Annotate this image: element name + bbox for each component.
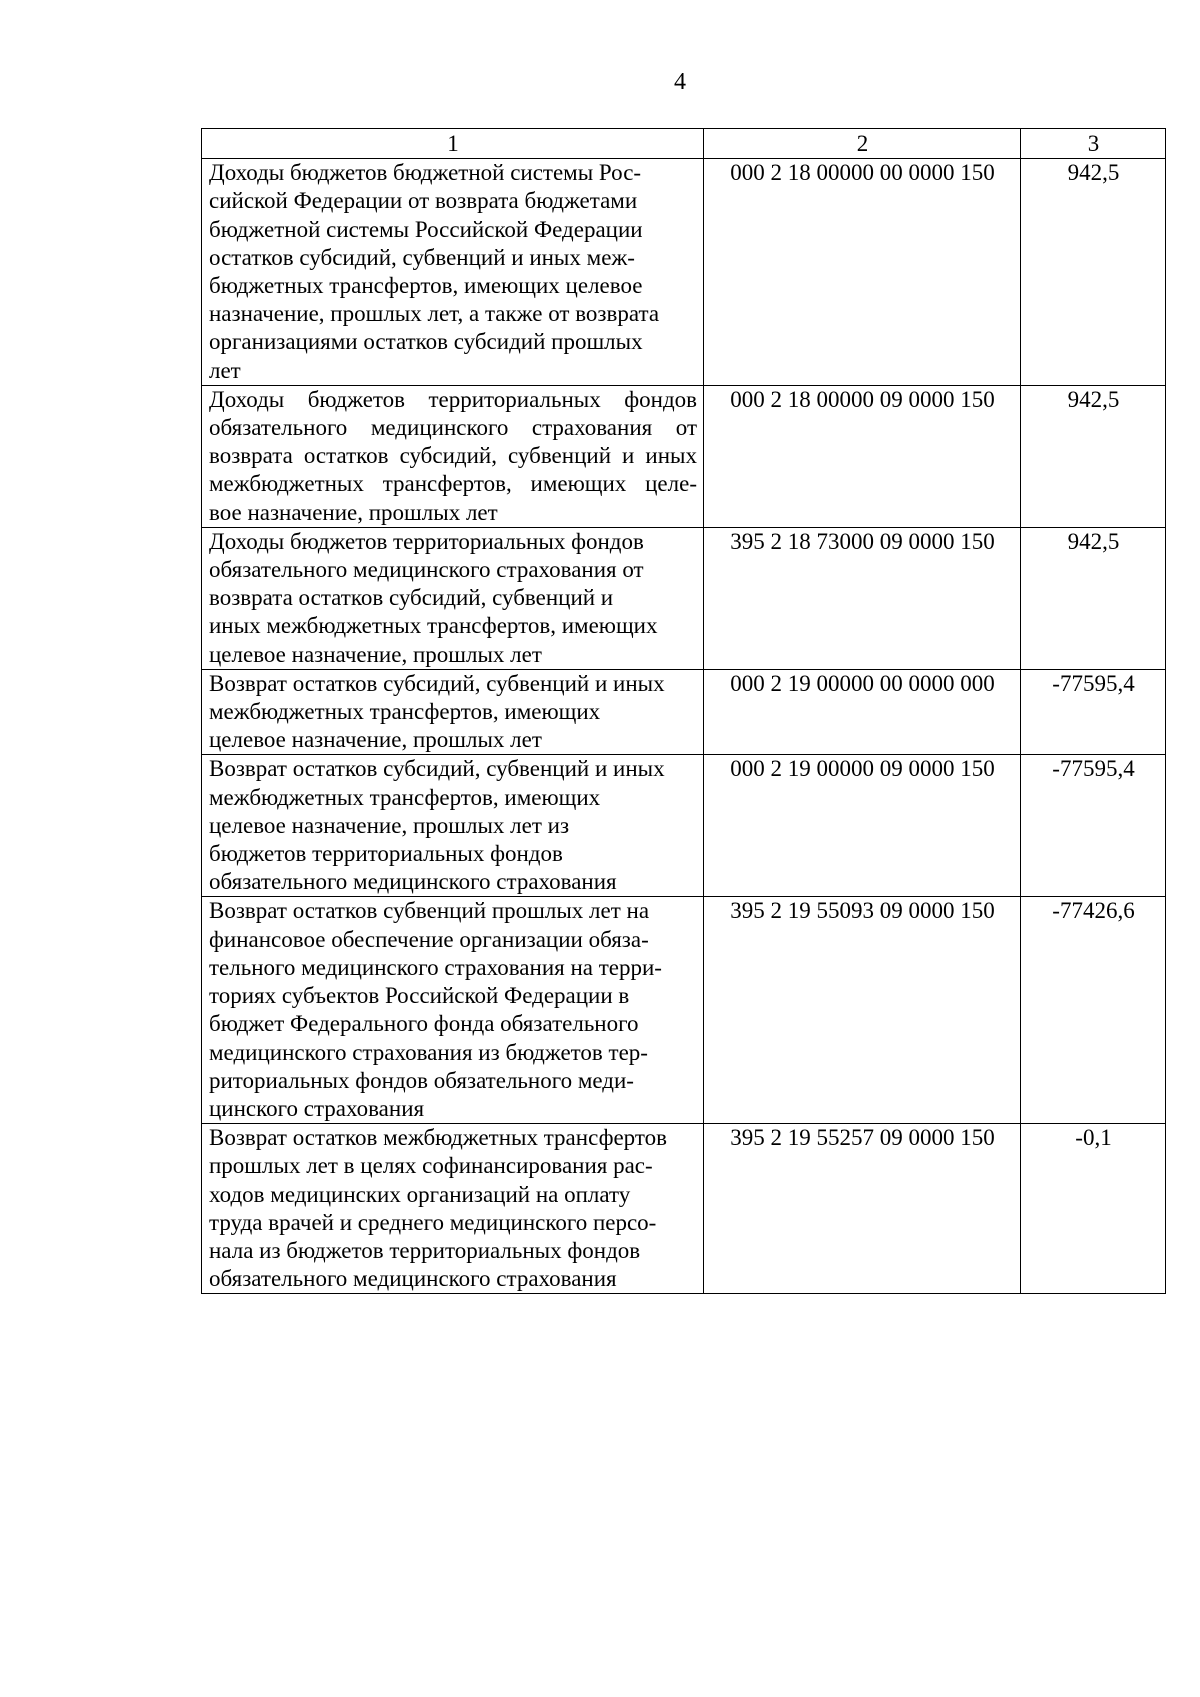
table-row bbox=[202, 1124, 1166, 1294]
row-budget-code: 395 2 18 73000 09 0000 150 bbox=[704, 527, 1021, 669]
description-line: бюджетных трансфертов, имеющих целевое bbox=[209, 273, 643, 299]
description-line: ходов медицинских организаций на оплату bbox=[209, 1181, 631, 1207]
description-line: обязательного медицинского страхования bbox=[209, 869, 617, 895]
description-line: целевое назначение, прошлых лет из bbox=[209, 812, 570, 838]
table-row bbox=[202, 385, 1166, 527]
description-line: Возврат остатков межбюджетных трансфертов bbox=[209, 1125, 667, 1151]
description-line: вое назначение, прошлых лет bbox=[209, 499, 498, 525]
description-line: Возврат остатков субсидий, субвенций и иных bbox=[209, 756, 665, 782]
description-line: ториях субъектов Российской Федерации в bbox=[209, 983, 630, 1009]
description-line: иных межбюджетных трансфертов, имеющих bbox=[209, 613, 658, 639]
row-description bbox=[202, 755, 704, 897]
row-description bbox=[202, 159, 704, 386]
table-row bbox=[202, 159, 1166, 386]
page-number: 4 bbox=[674, 69, 686, 95]
description-line: Доходы бюджетов территориальных фондов bbox=[209, 386, 697, 412]
column-header-2: 2 bbox=[704, 129, 1021, 159]
table-row bbox=[202, 755, 1166, 897]
description-line: нала из бюджетов территориальных фондов bbox=[209, 1237, 641, 1263]
description-line: труда врачей и среднего медицинского персо- bbox=[209, 1209, 657, 1235]
description-line: Доходы бюджетов бюджетной системы Рос- bbox=[209, 160, 642, 186]
description-line: межбюджетных трансфертов, имеющих целе- bbox=[209, 471, 697, 497]
row-budget-code: 395 2 19 55257 09 0000 150 bbox=[704, 1124, 1021, 1294]
table-row bbox=[202, 897, 1166, 1124]
row-description bbox=[202, 669, 704, 755]
row-amount: -77595,4 bbox=[1021, 755, 1166, 897]
description-line: медицинского страхования из бюджетов тер- bbox=[209, 1039, 648, 1065]
row-amount: 942,5 bbox=[1021, 527, 1166, 669]
row-budget-code: 000 2 18 00000 00 0000 150 bbox=[704, 159, 1021, 386]
description-line: обязательного медицинского страхования от bbox=[209, 415, 697, 441]
table-row bbox=[202, 669, 1166, 755]
description-line: остатков субсидий, субвенций и иных меж- bbox=[209, 244, 635, 270]
description-line: обязательного медицинского страхования от bbox=[209, 557, 644, 583]
description-line: бюджетной системы Российской Федерации bbox=[209, 216, 643, 242]
column-header-1: 1 bbox=[202, 129, 704, 159]
description-line: обязательного медицинского страхования bbox=[209, 1266, 617, 1292]
row-budget-code: 000 2 19 00000 09 0000 150 bbox=[704, 755, 1021, 897]
table-header-row bbox=[202, 129, 1166, 159]
description-line: прошлых лет в целях софинансирования рас- bbox=[209, 1153, 653, 1179]
row-description bbox=[202, 1124, 704, 1294]
row-description bbox=[202, 897, 704, 1124]
row-description bbox=[202, 385, 704, 527]
description-line: бюджетов территориальных фондов bbox=[209, 841, 563, 867]
description-line: Возврат остатков субвенций прошлых лет на bbox=[209, 898, 650, 924]
description-line: Доходы бюджетов территориальных фондов bbox=[209, 528, 644, 554]
description-line: возврата остатков субсидий, субвенций и иных bbox=[209, 443, 697, 469]
description-line: риториальных фондов обязательного меди- bbox=[209, 1067, 634, 1093]
description-line: сийской Федерации от возврата бюджетами bbox=[209, 188, 638, 214]
row-amount: -0,1 bbox=[1021, 1124, 1166, 1294]
row-budget-code: 395 2 19 55093 09 0000 150 bbox=[704, 897, 1021, 1124]
description-line: организациями остатков субсидий прошлых bbox=[209, 329, 643, 355]
row-description bbox=[202, 527, 704, 669]
description-line: финансовое обеспечение организации обяза- bbox=[209, 926, 649, 952]
column-header-3: 3 bbox=[1021, 129, 1166, 159]
row-budget-code: 000 2 19 00000 00 0000 000 bbox=[704, 669, 1021, 755]
description-line: назначение, прошлых лет, а также от возврата bbox=[209, 301, 660, 327]
row-budget-code: 000 2 18 00000 09 0000 150 bbox=[704, 385, 1021, 527]
table-row bbox=[202, 527, 1166, 669]
row-amount: 942,5 bbox=[1021, 159, 1166, 386]
description-line: тельного медицинского страхования на терри- bbox=[209, 954, 662, 980]
row-amount: 942,5 bbox=[1021, 385, 1166, 527]
description-line: межбюджетных трансфертов, имеющих bbox=[209, 699, 601, 725]
description-line: бюджет Федерального фонда обязательного bbox=[209, 1011, 639, 1037]
description-line: целевое назначение, прошлых лет bbox=[209, 727, 542, 753]
table-body bbox=[202, 159, 1166, 1294]
description-line: межбюджетных трансфертов, имеющих bbox=[209, 784, 601, 810]
description-line: возврата остатков субсидий, субвенций и bbox=[209, 585, 614, 611]
description-line: Возврат остатков субсидий, субвенций и иных bbox=[209, 670, 665, 696]
description-line: целевое назначение, прошлых лет bbox=[209, 641, 542, 667]
row-amount: -77426,6 bbox=[1021, 897, 1166, 1124]
description-line: лет bbox=[209, 357, 241, 383]
row-amount: -77595,4 bbox=[1021, 669, 1166, 755]
budget-table bbox=[201, 128, 1166, 1294]
description-line: цинского страхования bbox=[209, 1095, 425, 1121]
